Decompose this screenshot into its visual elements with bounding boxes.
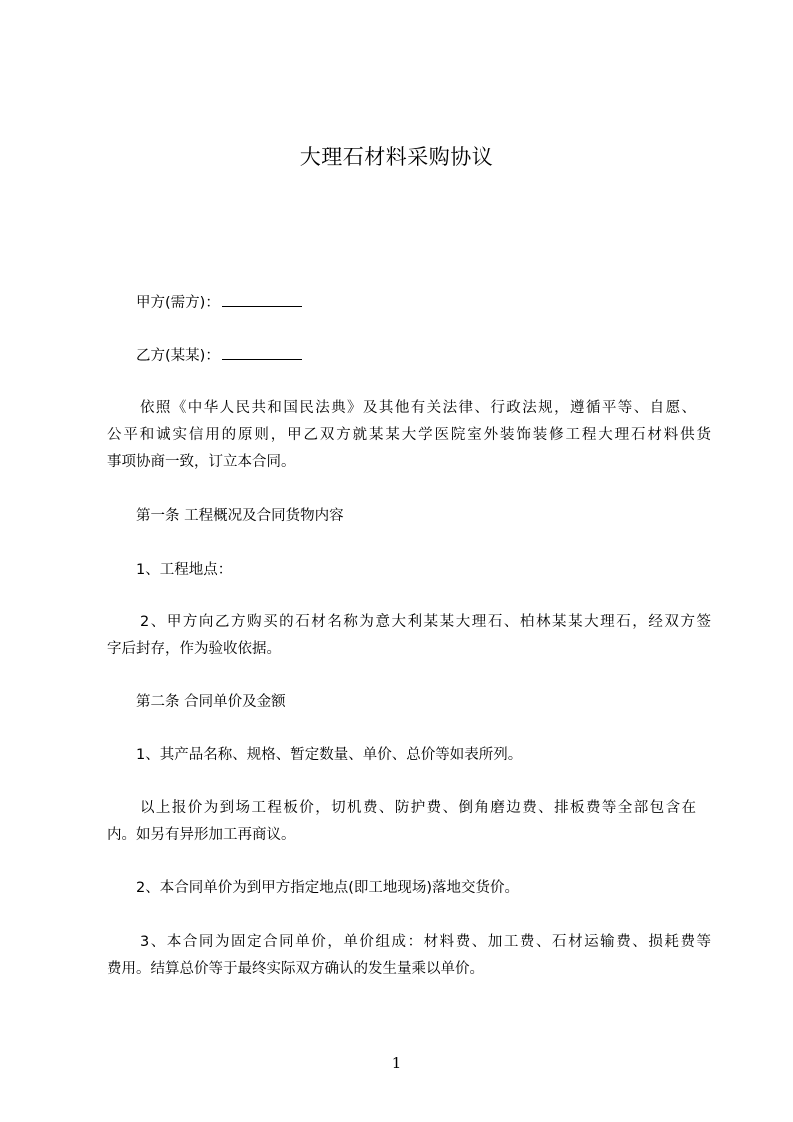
article-2-heading: 第二条 合同单价及金额 (136, 694, 286, 710)
price-note-line-2: 内。如另有异形加工再商议。 (107, 827, 296, 843)
party-a-label: 甲方(需方)： (136, 295, 220, 311)
party-b-line (136, 345, 302, 366)
document-title: 大理石材料采购协议 (299, 145, 494, 169)
party-a-blank (222, 292, 302, 307)
party-b-blank (222, 345, 302, 360)
article-1-item-1: 1、工程地点： (136, 562, 233, 578)
article-2-item-3-line-1: 3、本合同为固定合同单价，单价组成：材料费、加工费、石材运输费、损耗费等 (140, 934, 711, 950)
preamble-line-2: 公平和诚实信用的原则，甲乙双方就某某大学医院室外装饰装修工程大理石材料供货 (107, 427, 711, 443)
article-2-item-3-line-2: 费用。结算总价等于最终实际双方确认的发生量乘以单价。 (107, 961, 484, 977)
party-b-label: 乙方(某某)： (136, 348, 220, 364)
preamble-line-1: 依照《中华人民共和国民法典》及其他有关法律、行政法规，遵循平等、自愿、 (140, 400, 696, 416)
article-1-heading: 第一条 工程概况及合同货物内容 (136, 508, 344, 524)
article-2-item-2: 2、本合同单价为到甲方指定地点(即工地现场)落地交货价。 (136, 880, 520, 896)
party-a-line (136, 292, 302, 313)
page-number: 1 (391, 1054, 402, 1072)
article-2-item-1: 1、其产品名称、规格、暂定数量、单价、总价等如表所列。 (136, 747, 523, 763)
article-1-item-2-line-2: 字后封存，作为验收依据。 (107, 641, 281, 657)
price-note-line-1: 以上报价为到场工程板价，切机费、防护费、倒角磨边费、排板费等全部包含在 (140, 800, 696, 816)
preamble-line-3: 事项协商一致，订立本合同。 (107, 454, 296, 470)
article-1-item-2-line-1: 2、甲方向乙方购买的石材名称为意大利某某大理石、柏林某某大理石，经双方签 (140, 614, 711, 630)
